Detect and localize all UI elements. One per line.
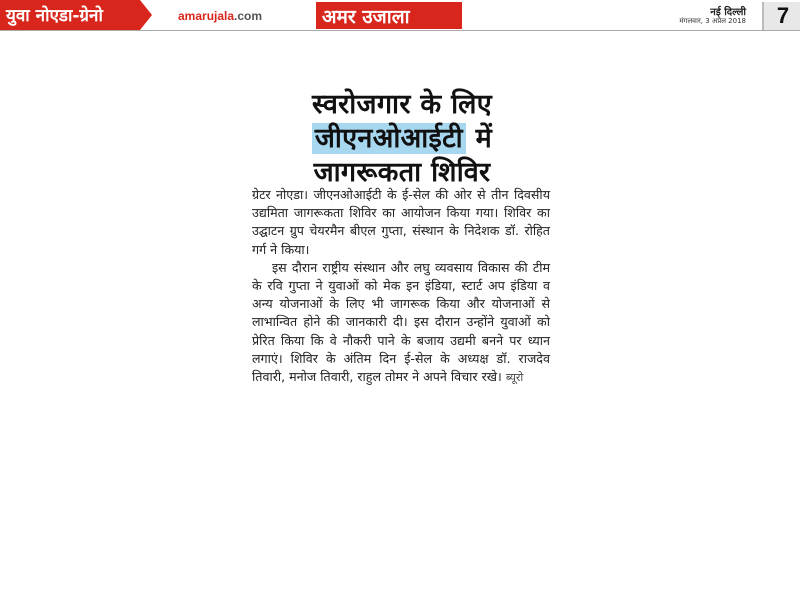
section-title: युवा नोएडा-ग्रेनो — [6, 6, 103, 26]
newspaper-logo-text: अमर उजाला — [322, 6, 410, 28]
newspaper-logo — [316, 2, 462, 29]
news-article — [246, 84, 558, 554]
header-divider — [0, 30, 800, 31]
article-body — [252, 186, 550, 387]
article-paragraph-2-text: इस दौरान राष्ट्रीय संस्थान और लघु व्यवसाय विकास की टीम के रवि गुप्ता ने युवाओं को मेक इन इंडिया, स्टार्ट अप इंडिया व अन्य योजनाओं के लिए भी जागरूक किया और योजनाओं से लाभान्वित होने की जानकारी दी। इस दौरान उन्होंने युवाओं को प्रेरित किया कि वे नौकरी पाने के बजाय उद्यमी बनने पर ध्यान लगाएं। शिविर के अंतिम दिन ई-सेल के अध्यक्ष डॉ. राजदेव तिवारी, मनोज तिवारी, राहुल तोमर ने अपने विचार रखे। — [252, 259, 550, 385]
article-paragraph-2 — [252, 259, 550, 387]
site-url-prefix: amarujala — [178, 9, 235, 23]
edition-date: मंगलवार, 3 अप्रैल 2018 — [679, 17, 746, 25]
newspaper-header — [0, 0, 800, 30]
site-url — [178, 9, 262, 23]
headline-line-2 — [246, 118, 558, 155]
headline-highlight: जीएनओआईटी — [312, 123, 466, 154]
article-paragraph-1: ग्रेटर नोएडा। जीएनओआईटी के ई-सेल की ओर से तीन दिवसीय उद्यमिता जागरूकता शिविर का आयोजन किया गया। शिविर का उद्घाटन ग्रुप चेयरमैन बीएल गुप्ता, संस्थान के निदेशक डॉ. रोहित गर्ग ने किया। — [252, 187, 550, 257]
headline-line-2-rest: में — [465, 123, 493, 154]
headline-line-3: जागरूकता शिविर — [313, 157, 491, 188]
section-tag — [0, 0, 150, 30]
page-number: 7 — [762, 2, 800, 30]
section-tag-arrow — [140, 0, 152, 30]
edition-city: नई दिल्ली — [710, 7, 746, 18]
headline-line-1: स्वरोजगार के लिए — [312, 89, 492, 120]
site-url-suffix: .com — [234, 9, 263, 23]
article-byline: ब्यूरो — [505, 371, 524, 385]
